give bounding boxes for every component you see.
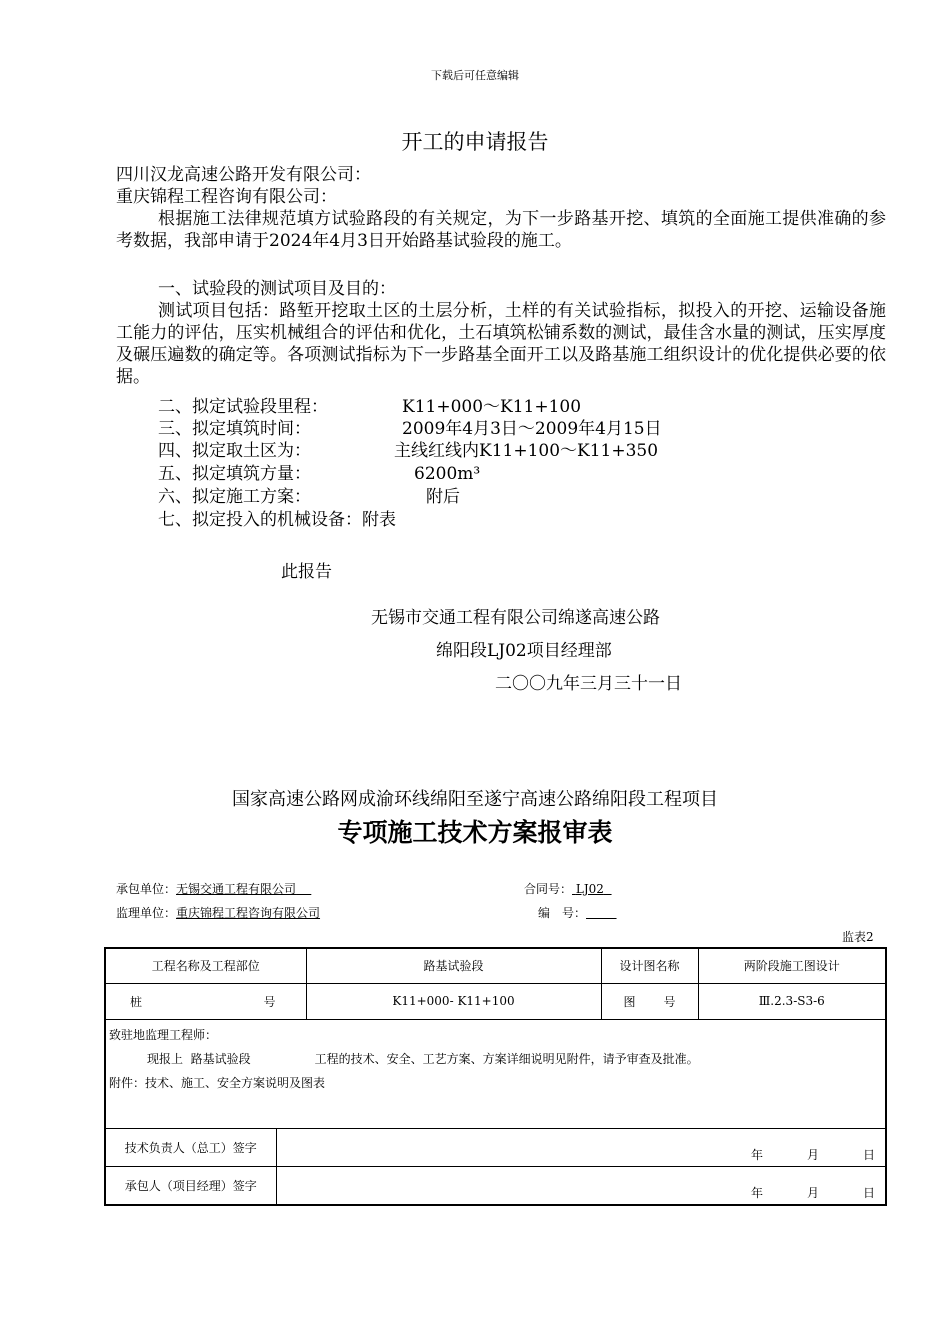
drawing-name-label: 设计图名称 xyxy=(601,948,698,983)
section-1-heading: 一、试验段的测试项目及目的： xyxy=(158,279,396,299)
table-row xyxy=(105,1166,886,1205)
body-line: 现报上 路基试验段 工程的技术、安全、工艺方案、方案详细说明见附件，请予审查及批准。 xyxy=(147,1051,699,1066)
item-label: 二、拟定试验段里程： xyxy=(158,397,328,417)
item-value: 附后 xyxy=(426,487,460,507)
contract-no-value: LJ02 xyxy=(575,882,604,896)
contractor-value: 无锡交通工程有限公司 xyxy=(176,882,297,896)
project-title: 国家高速公路网成渝环线绵阳至遂宁高速公路绵阳段工程项目 xyxy=(232,789,718,810)
item-borrow-area xyxy=(158,440,658,462)
item-plan xyxy=(158,486,460,508)
item-value: 主线红线内K11+100～K11+350 xyxy=(394,441,659,461)
item-label: 五、拟定填筑方量： xyxy=(158,464,311,484)
item-value: K11+000～K11+100 xyxy=(402,397,582,417)
review-form-table xyxy=(104,947,887,1206)
item-value: 6200m³ xyxy=(414,464,481,484)
drawing-no-label: 图 号 xyxy=(601,983,698,1019)
item-label: 七、拟定投入的机械设备： xyxy=(158,510,362,530)
table-row xyxy=(105,1019,886,1128)
item-time xyxy=(158,418,662,440)
supervisor-value: 重庆锦程工程咨询有限公司 xyxy=(176,906,321,920)
item-label: 四、拟定取土区为： xyxy=(158,441,311,461)
serial-line xyxy=(538,904,617,921)
report-title: 开工的申请报告 xyxy=(401,130,549,154)
section-1-body: 测试项目包括：路堑开挖取土区的土层分析，土样的有关试验指标，拟投入的开挖、运输设备施工能力的评估，压实机械组合的评估和优化，土石填筑松铺系数的测试，最佳含水量的测试，压实厚度及碾压遍数的确定等。各项测试指标为下一步路基全面开工以及路基施工组织设计的优化提供必要的依据。 xyxy=(116,301,886,387)
contractor-line xyxy=(116,880,311,897)
application-body xyxy=(105,1019,886,1128)
item-value: 2009年4月3日～2009年4月15日 xyxy=(402,419,662,439)
item-value: 附表 xyxy=(362,510,396,530)
item-equipment xyxy=(158,509,396,531)
signer-company: 无锡市交通工程有限公司绵遂高速公路 xyxy=(371,608,660,628)
closing-text: 此报告 xyxy=(281,562,332,582)
tech-lead-sign-label: 技术负责人（总工）签字 xyxy=(105,1128,276,1166)
contractor-sign-field[interactable]: 年 月 日 xyxy=(276,1166,886,1205)
serial-label: 编 号： xyxy=(538,906,587,920)
table-row xyxy=(105,1128,886,1166)
form-code: 监表2 xyxy=(842,930,874,944)
item-volume xyxy=(158,463,480,485)
supervisor-label: 监理单位： xyxy=(116,906,177,920)
station-value: K11+000- K11+100 xyxy=(306,983,601,1019)
supervisor-line xyxy=(116,904,320,921)
form-title: 专项施工技术方案报审表 xyxy=(337,818,613,847)
project-name-label: 工程名称及工程部位 xyxy=(105,948,306,983)
serial-blank xyxy=(586,906,617,920)
addressee-1: 四川汉龙高速公路开发有限公司： xyxy=(116,165,371,185)
table-row xyxy=(105,983,886,1019)
body-addressee: 致驻地监理工程师： xyxy=(109,1027,218,1042)
drawing-no-value: Ⅲ.2.3-S3-6 xyxy=(698,983,886,1019)
report-date: 二〇〇九年三月三十一日 xyxy=(495,674,682,694)
body-attachment: 附件：技术、施工、安全方案说明及图表 xyxy=(109,1075,326,1090)
drawing-name-value: 两阶段施工图设计 xyxy=(698,948,886,983)
item-mileage xyxy=(158,396,581,418)
intro-paragraph: 根据施工法律规范填方试验路段的有关规定，为下一步路基开挖、填筑的全面施工提供准确的参考数据，我部申请于2024年4月3日开始路基试验段的施工。 xyxy=(116,209,886,251)
contract-no-label: 合同号： xyxy=(524,882,573,896)
contractor-sign-label: 承包人（项目经理）签字 xyxy=(105,1166,276,1205)
table-row xyxy=(105,948,886,983)
addressee-2: 重庆锦程工程咨询有限公司： xyxy=(116,187,337,207)
station-label: 桩 号 xyxy=(105,983,306,1019)
project-name-value: 路基试验段 xyxy=(306,948,601,983)
item-label: 六、拟定施工方案： xyxy=(158,487,311,507)
header-note: 下载后可任意编辑 xyxy=(431,69,519,82)
signer-department: 绵阳段LJ02项目经理部 xyxy=(436,641,612,661)
item-label: 三、拟定填筑时间： xyxy=(158,419,311,439)
contract-no-line xyxy=(524,880,612,897)
tech-lead-sign-field[interactable]: 年 月 日 xyxy=(276,1128,886,1166)
contractor-label: 承包单位： xyxy=(116,882,177,896)
